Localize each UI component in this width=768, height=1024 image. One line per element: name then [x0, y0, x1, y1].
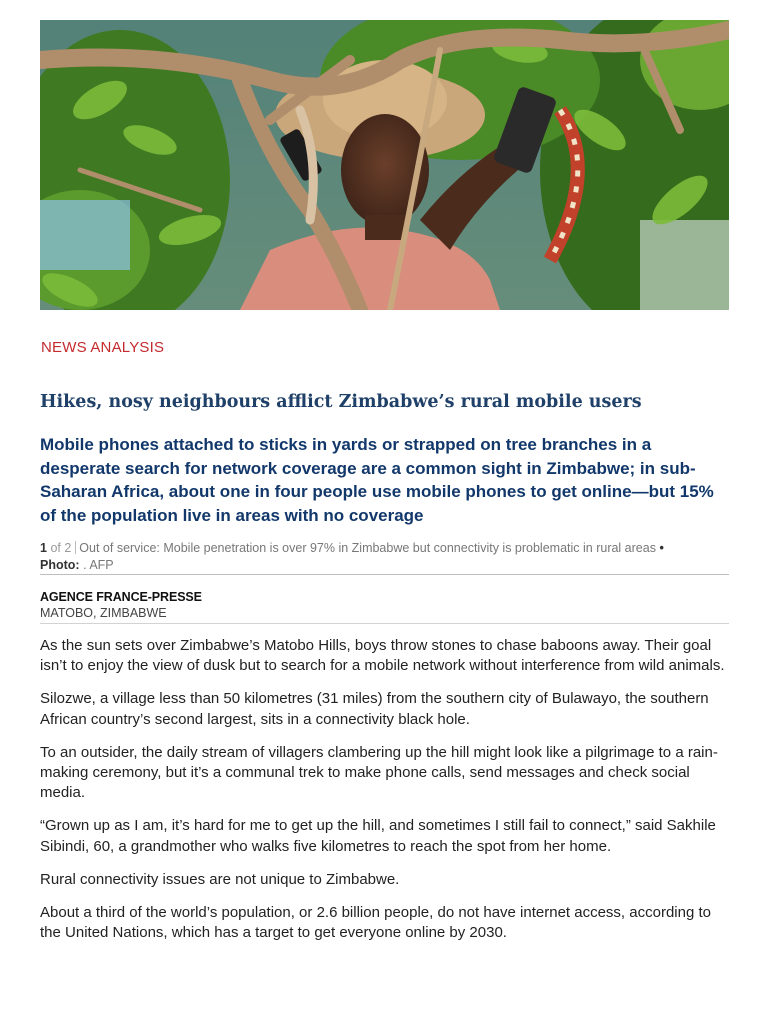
- article-kicker[interactable]: NEWS ANALYSIS: [41, 339, 165, 356]
- body-paragraph: Rural connectivity issues are not unique to Zimbabwe.: [40, 870, 400, 888]
- body-paragraph: About a third of the world’s population, or 2.6 billion people, do not have internet access, according to the United Nations, which has a target to get everyone online by 2030.: [40, 904, 711, 942]
- caption-divider-line: [40, 574, 729, 575]
- byline: [40, 589, 202, 621]
- caption-text: Out of service: Mobile penetration is over 97% in Zimbabwe but connectivity is problematic in rural areas: [79, 541, 656, 555]
- photo-credit: . AFP: [83, 558, 114, 572]
- photo-credit-label: Photo:: [40, 558, 80, 572]
- photo-caption: [40, 540, 730, 574]
- byline-divider-line: [40, 623, 729, 624]
- body-paragraph: “Grown up as I am, it’s hard for me to get up the hill, and sometimes I still fail to connect,” said Sakhile Sibindi, 60, a grandmother who walks five kilometres to reach the spot from her home.: [40, 817, 716, 855]
- hero-photo[interactable]: [40, 20, 729, 310]
- hero-photo-illustration: [40, 20, 729, 310]
- gallery-total: of 2: [50, 541, 72, 555]
- caption-divider: [75, 541, 76, 554]
- body-paragraph: To an outsider, the daily stream of villagers clambering up the hill might look like a pilgrimage to a rain-making ceremony, but it’s a communal trek to make phone calls, send messages and check social media.: [40, 743, 718, 802]
- body-paragraph: As the sun sets over Zimbabwe’s Matobo Hills, boys throw stones to chase baboons away. Their goal isn’t to enjoy the view of dusk but to search for a mobile network without interference from wild animals.: [40, 637, 725, 675]
- article-headline: Hikes, nosy neighbours afflict Zimbabwe’s rural mobile users: [40, 392, 642, 412]
- body-paragraph: Silozwe, a village less than 50 kilometres (31 miles) from the southern city of Bulawayo, the southern African country’s second largest, sits in a connectivity black hole.: [40, 690, 709, 728]
- gallery-current-index: 1: [40, 541, 47, 555]
- byline-agency[interactable]: AGENCE FRANCE-PRESSE: [40, 590, 202, 604]
- article-standfirst: Mobile phones attached to sticks in yards or strapped on tree branches in a desperate search for network coverage are a common sight in Zimbabwe; in sub-Saharan Africa, about one in four people use mobile phones to get online—but 15% of the population live in areas with no coverage: [40, 435, 714, 525]
- byline-dateline: MATOBO, ZIMBABWE: [40, 606, 167, 620]
- caption-dot: •: [659, 541, 664, 555]
- article-body: [40, 636, 732, 956]
